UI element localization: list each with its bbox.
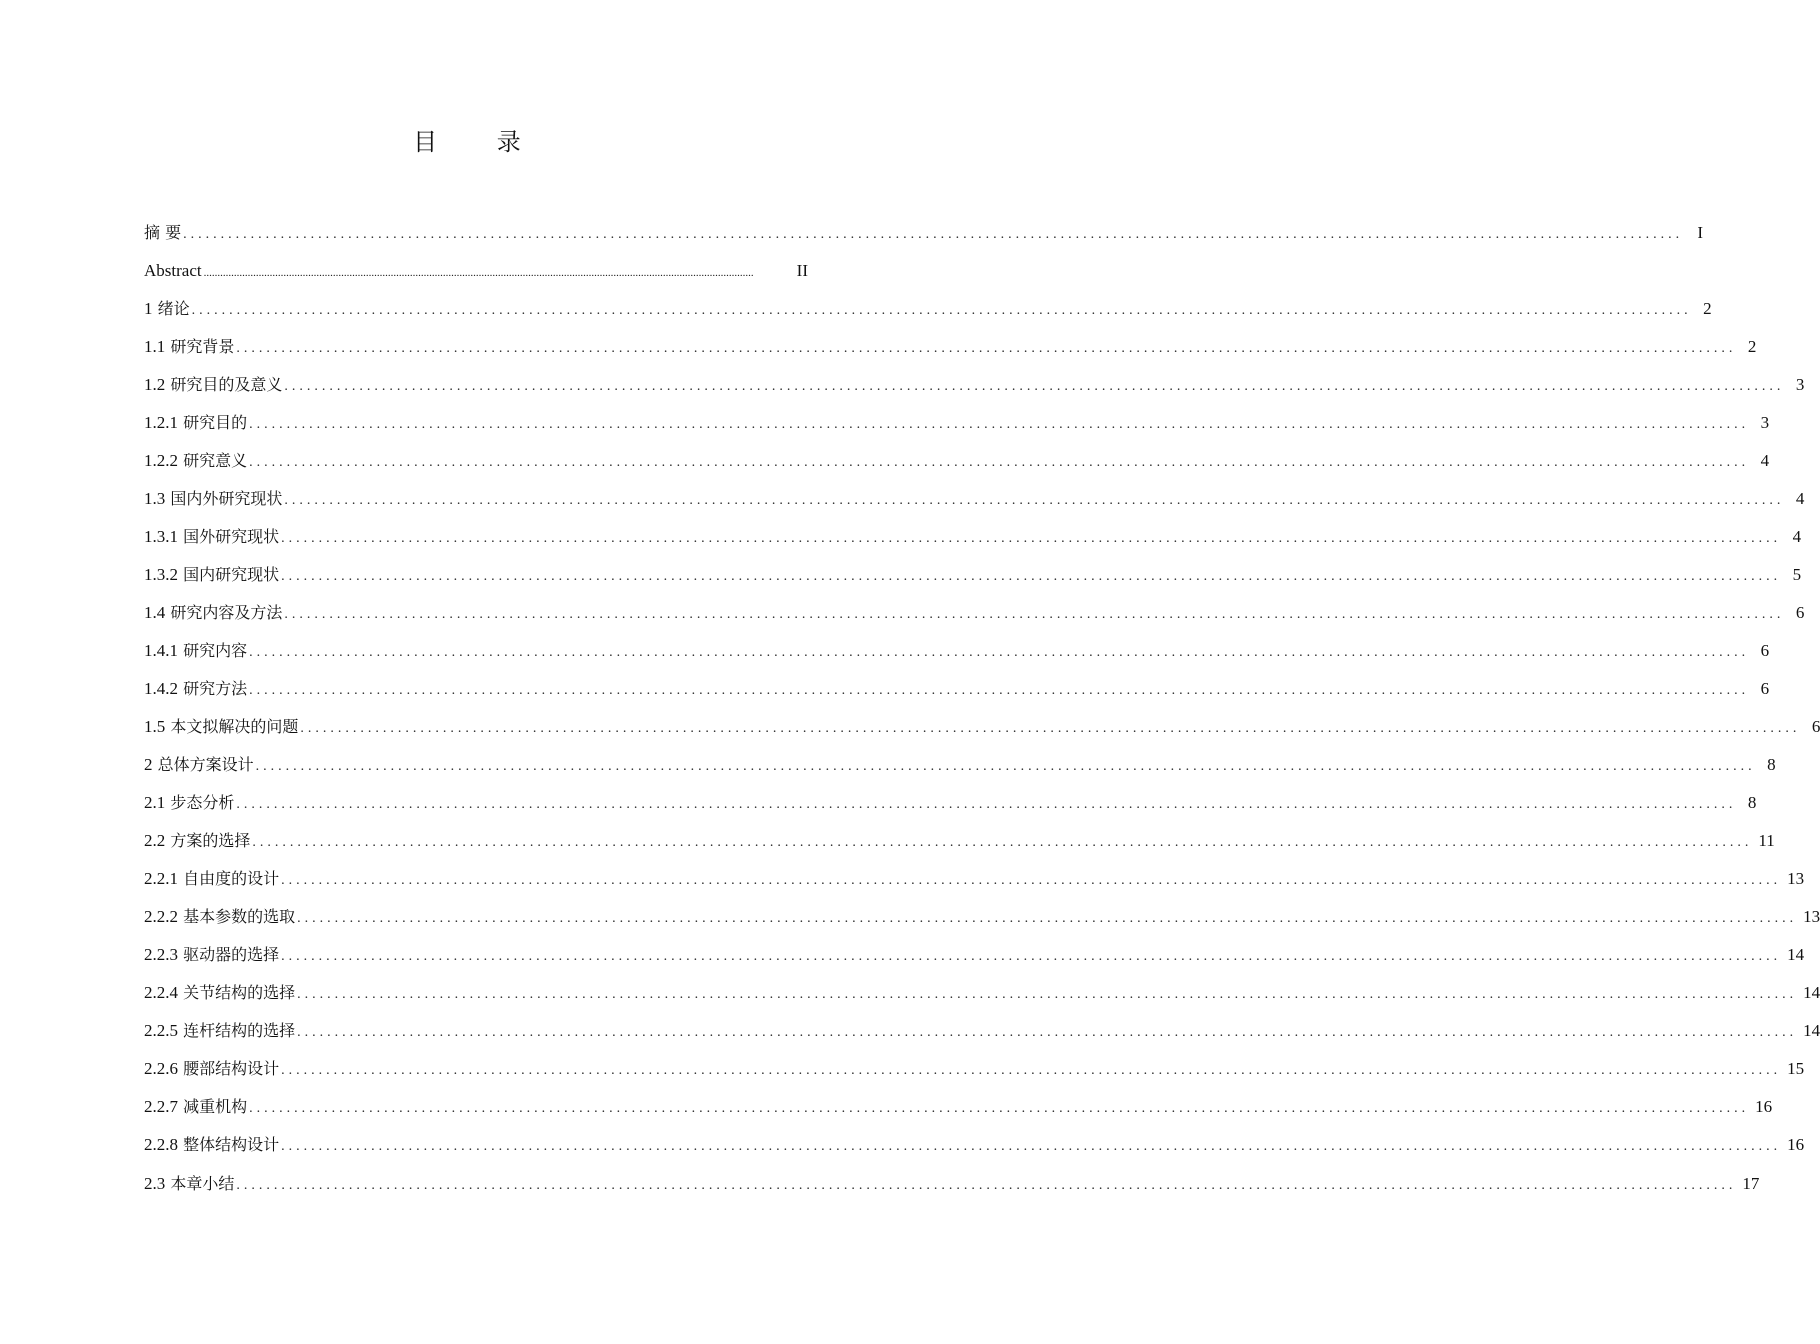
toc-entry-number: 2: [144, 755, 153, 774]
toc-entry-page: 14: [1787, 945, 1805, 964]
toc-entry-label: [144, 974, 295, 1012]
dot-leader: ........................................................................................................................................................................................................: [281, 1063, 1782, 1078]
toc-entry-text: 研究方法: [183, 679, 248, 698]
toc-entry-number: 2.2.1: [144, 869, 178, 888]
dot-leader: ........................................................................................................................................................................................................: [281, 949, 1782, 964]
toc-entry-label: [144, 936, 279, 974]
toc-entry-text: 摘 要: [144, 223, 182, 242]
toc-entry-page: 4: [1760, 451, 1770, 470]
toc-entry[interactable]: [144, 936, 1805, 974]
toc-entry-number: 2.2: [144, 831, 166, 850]
toc-entry-text: 研究意义: [183, 451, 248, 470]
toc-entry-page: 3: [1795, 375, 1805, 394]
toc-entry-text: 连杆结构的选择: [183, 1021, 296, 1040]
toc-entry[interactable]: [144, 860, 1805, 898]
toc-entry-text: 自由度的设计: [183, 869, 280, 888]
toc-entry-text: 腰部结构设计: [183, 1059, 280, 1078]
toc-entry-label: [144, 518, 279, 556]
dot-leader: ........................................................................................................................................................................................................: [252, 835, 1753, 850]
toc-entry-label: [144, 328, 234, 366]
toc-entry-page: 15: [1787, 1059, 1805, 1078]
toc-entry-label: [144, 1126, 279, 1164]
toc-entry-text: 减重机构: [183, 1097, 248, 1116]
toc-entry-number: 2.2.2: [144, 907, 178, 926]
toc-entry-page: 8: [1747, 793, 1757, 812]
toc-entry-number: 1.2: [144, 375, 166, 394]
toc-entry-number: 1.2.1: [144, 413, 178, 432]
toc-entry-label: [144, 1164, 234, 1204]
toc-entry[interactable]: [144, 594, 1805, 632]
dot-leader: ........................................................................................................................................................................................................: [284, 607, 1785, 622]
toc-entry-number: 1.1: [144, 337, 166, 356]
dot-leader: ........................................................................................................................................................................................................: [297, 911, 1798, 926]
dot-leader: ........................................................................................................................................................................................................: [249, 645, 1750, 660]
toc-entry-text: 步态分析: [170, 793, 235, 812]
toc-entry-label: [144, 594, 282, 632]
toc-entry-label: [144, 632, 247, 670]
dot-leader: ........................................................................................................................................................................................................: [281, 569, 1782, 584]
toc-entry-label: [144, 708, 298, 746]
toc-entry-number: 1: [144, 299, 153, 318]
toc-entry-page: I: [1697, 223, 1704, 242]
toc-entry-label: [144, 670, 247, 708]
toc-entry-text: 国内研究现状: [183, 565, 280, 584]
toc-list: [144, 214, 1820, 1204]
toc-entry-number: 1.3.2: [144, 565, 178, 584]
toc-entry-text: 驱动器的选择: [183, 945, 280, 964]
toc-entry-number: 1.2.2: [144, 451, 178, 470]
toc-entry-label: [144, 784, 234, 822]
toc-entry-text: 本文拟解决的问题: [170, 717, 299, 736]
toc-entry[interactable]: [144, 670, 1770, 708]
dot-leader: ........................................................................................................................................................................................................: [284, 493, 1785, 508]
toc-entry-number: 2.2.4: [144, 983, 178, 1002]
toc-entry-page: 6: [1795, 603, 1805, 622]
toc-entry-page: 13: [1803, 907, 1820, 926]
toc-entry-page: 14: [1803, 983, 1820, 1002]
toc-entry[interactable]: [144, 404, 1770, 442]
toc-entry[interactable]: [144, 784, 1757, 822]
dot-leader: ........................................................................................................................................................................................................: [281, 1139, 1782, 1154]
toc-entry-number: 1.3: [144, 489, 166, 508]
dot-leader: ........................................................................................................................................................................................................: [249, 417, 1750, 432]
toc-entry-text: 本章小结: [170, 1174, 235, 1193]
toc-entry-number: 2.3: [144, 1174, 166, 1193]
toc-title: 目 录: [413, 128, 547, 156]
toc-entry-text: 研究背景: [170, 337, 235, 356]
toc-entry-text: 整体结构设计: [183, 1135, 280, 1154]
toc-entry-text: 研究内容: [183, 641, 248, 660]
toc-entry-page: 14: [1803, 1021, 1820, 1040]
toc-entry[interactable]: [144, 822, 1775, 860]
dot-leader: ........................................................................................................................................................................................................: [297, 1025, 1798, 1040]
dot-leader: ........................................................................................................................................................................................................: [281, 873, 1782, 888]
toc-entry-text: 基本参数的选取: [183, 907, 296, 926]
toc-entry-number: 2.2.5: [144, 1021, 178, 1040]
toc-entry-page: 3: [1760, 413, 1770, 432]
toc-entry-label: [144, 480, 282, 518]
toc-entry-page: 4: [1792, 527, 1802, 546]
dot-leader: ........................................................................................................................................................................................................: [255, 759, 1756, 774]
toc-entry-page: II: [796, 261, 808, 280]
toc-entry[interactable]: [144, 898, 1820, 936]
toc-entry-number: 2.2.3: [144, 945, 178, 964]
toc-entry-label: [144, 556, 279, 594]
toc-entry-text: 研究目的及意义: [170, 375, 283, 394]
toc-entry-label: [144, 252, 202, 290]
toc-entry-text: 绪论: [157, 299, 190, 318]
toc-entry[interactable]: [144, 442, 1770, 480]
toc-entry-page: 11: [1758, 831, 1775, 850]
toc-entry-page: 6: [1760, 641, 1770, 660]
toc-entry-page: 4: [1795, 489, 1805, 508]
toc-entry-text: 国内外研究现状: [170, 489, 283, 508]
toc-entry-number: 2.1: [144, 793, 166, 812]
toc-entry[interactable]: [144, 632, 1770, 670]
toc-entry[interactable]: [144, 556, 1802, 594]
dot-leader: ........................................................................................................................................................................................................: [249, 1101, 1750, 1116]
toc-entry-page: 5: [1792, 565, 1802, 584]
toc-entry-label: [144, 898, 295, 936]
toc-entry[interactable]: [144, 746, 1776, 784]
toc-entry[interactable]: [144, 480, 1805, 518]
toc-entry[interactable]: [144, 252, 808, 290]
toc-entry-label: [144, 1050, 279, 1088]
toc-entry-label: [144, 1012, 295, 1050]
toc-entry-label: [144, 860, 279, 898]
toc-entry-text: 国外研究现状: [183, 527, 280, 546]
toc-entry-number: 1.3.1: [144, 527, 178, 546]
dot-leader: ........................................................................................................................................................................................................: [249, 683, 1750, 698]
toc-entry-number: 2.2.6: [144, 1059, 178, 1078]
dot-leader: ........................................................................................................................................................................................................: [281, 531, 1782, 546]
toc-entry-page: 16: [1787, 1135, 1805, 1154]
toc-entry-label: [144, 366, 282, 404]
toc-entry-number: 1.4: [144, 603, 166, 622]
dot-leader: ........................................................................................................................................................................................................: [300, 721, 1801, 736]
toc-entry[interactable]: [144, 328, 1757, 366]
toc-entry-number: 1.4.1: [144, 641, 178, 660]
dot-leader: ........................................................................................................................................................................................................: [249, 455, 1750, 470]
toc-entry-label: [144, 1088, 247, 1126]
toc-entry[interactable]: [144, 1126, 1805, 1164]
toc-entry[interactable]: [144, 708, 1820, 746]
toc-entry-page: 13: [1787, 869, 1805, 888]
toc-entry[interactable]: [144, 366, 1805, 404]
toc-entry-label: [144, 214, 181, 252]
dot-leader: ........................................................................................................................................................................................................: [191, 303, 1692, 318]
toc-entry[interactable]: [144, 1164, 1760, 1204]
dot-leader: ........................................................................................................................................................................................................: [183, 227, 1684, 242]
toc-entry-page: 6: [1760, 679, 1770, 698]
toc-entry[interactable]: [144, 1050, 1805, 1088]
toc-entry[interactable]: [144, 1088, 1773, 1126]
dot-leader: ........................................................................................................................................................................................................: [297, 987, 1798, 1002]
toc-entry-text: 总体方案设计: [157, 755, 254, 774]
toc-entry-text: 方案的选择: [170, 831, 251, 850]
toc-entry-text: 研究目的: [183, 413, 248, 432]
toc-entry-page: 8: [1767, 755, 1776, 774]
toc-entry[interactable]: [144, 290, 1712, 328]
toc-entry-text: Abstract: [144, 261, 202, 280]
toc-entry-number: 1.4.2: [144, 679, 178, 698]
toc-entry-page: 2: [1703, 299, 1712, 318]
toc-entry-page: 6: [1811, 717, 1820, 736]
toc-entry[interactable]: [144, 518, 1802, 556]
toc-entry-label: [144, 442, 247, 480]
toc-entry-number: 1.5: [144, 717, 166, 736]
dot-leader: ........................................................................................................................................................................................................: [236, 1178, 1737, 1193]
dot-leader: ........................................................................................................................................................................................................: [284, 379, 1785, 394]
toc-entry-label: [144, 746, 254, 784]
toc-entry-number: 2.2.8: [144, 1135, 178, 1154]
toc-entry[interactable]: [144, 214, 1704, 252]
toc-entry[interactable]: [144, 1012, 1820, 1050]
toc-entry-text: 关节结构的选择: [183, 983, 296, 1002]
dot-leader: ........................................................................................................................................................................................................: [236, 797, 1737, 812]
toc-entry-label: [144, 290, 190, 328]
toc-entry-number: 2.2.7: [144, 1097, 178, 1116]
dot-leader: ........................................................................................................................................................................................................: [236, 341, 1737, 356]
toc-entry-page: 2: [1747, 337, 1757, 356]
toc-entry-page: 17: [1742, 1174, 1760, 1193]
toc-entry-label: [144, 822, 250, 860]
toc-entry-label: [144, 404, 247, 442]
dot-leader: ........................................................................................................................................................................................................: [203, 267, 754, 279]
toc-entry-page: 16: [1755, 1097, 1773, 1116]
toc-entry[interactable]: [144, 974, 1820, 1012]
toc-entry-text: 研究内容及方法: [170, 603, 283, 622]
